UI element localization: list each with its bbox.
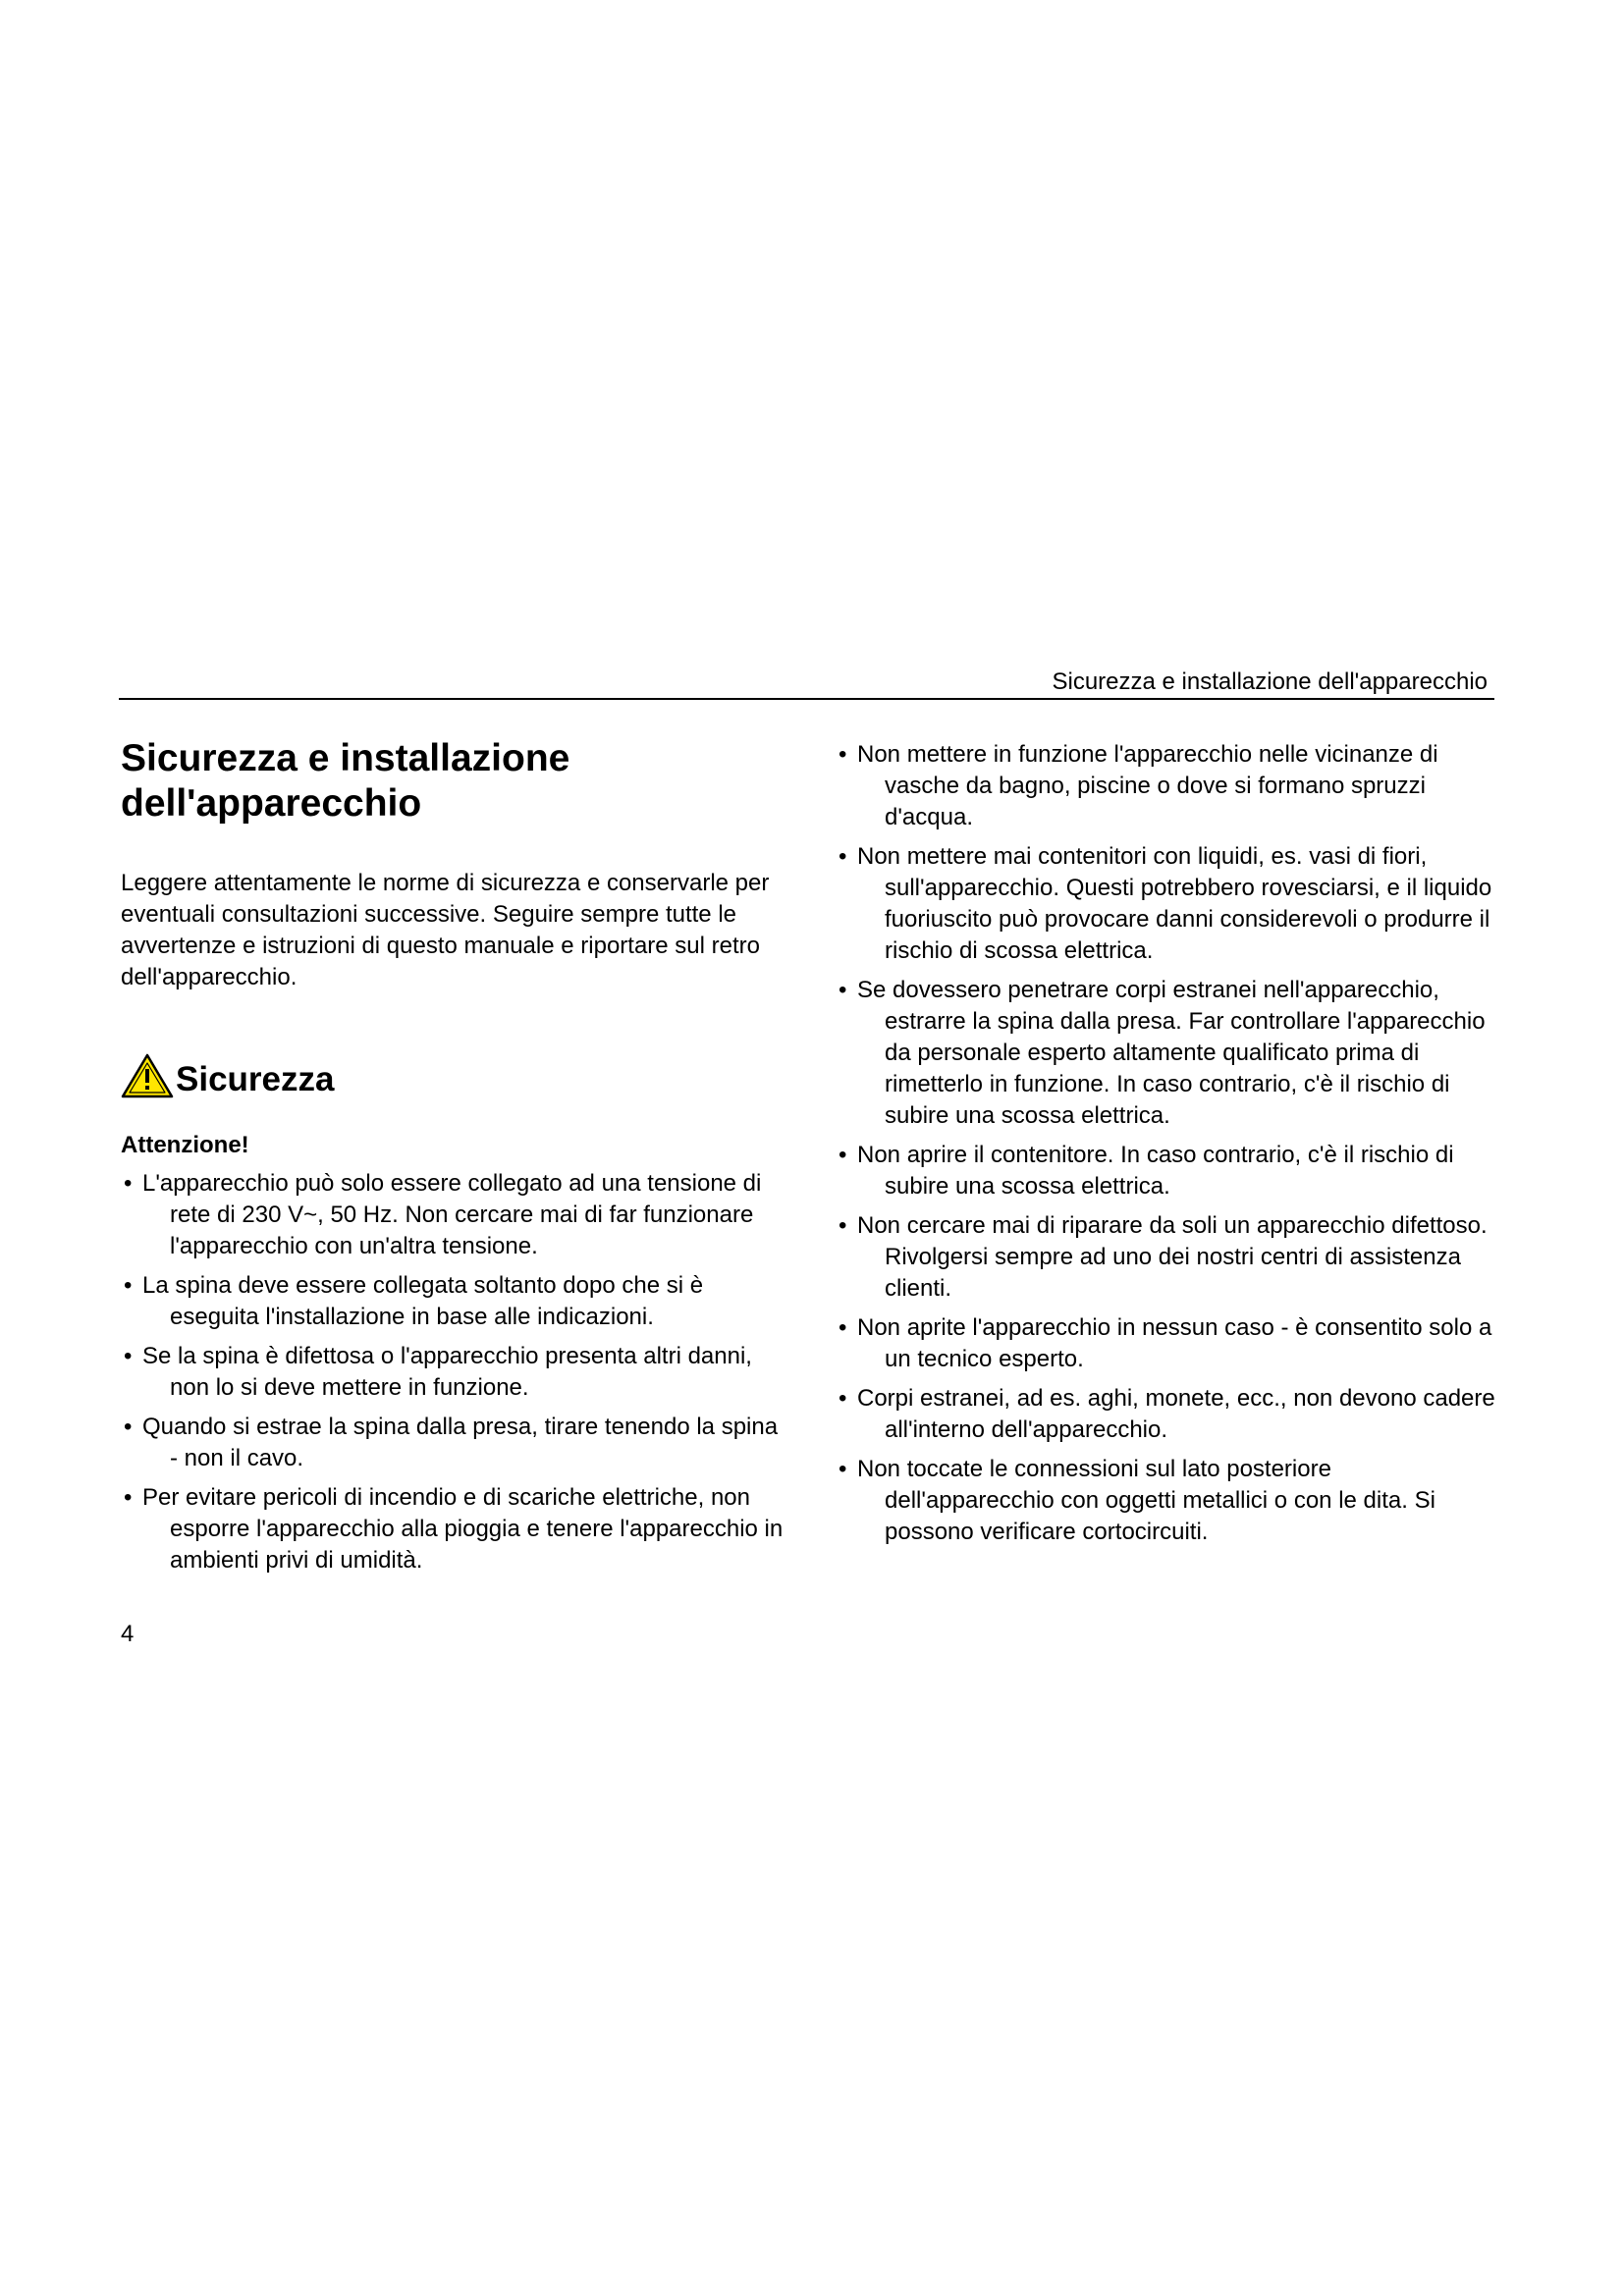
list-item-text: Per evitare pericoli di incendio e di scariche elettriche, non esporre l'apparecchio alla pioggia e tenere l'apparecchio in ambienti privi di umidità. <box>142 1484 784 1574</box>
bullet-icon: • <box>839 1314 847 1341</box>
bullet-icon: • <box>124 1484 133 1511</box>
list-item <box>836 1312 1503 1375</box>
list-item <box>121 1168 788 1262</box>
list-item-text: La spina deve essere collegata soltanto dopo che si è eseguita l'installazione in base alle indicazioni. <box>142 1272 704 1330</box>
list-item-text: Non cercare mai di riparare da soli un apparecchio difettoso. Rivolgersi sempre ad uno dei nostri centri di assistenza clienti. <box>857 1212 1488 1302</box>
list-item <box>836 841 1503 967</box>
bullet-icon: • <box>124 1272 133 1299</box>
intro-paragraph: Leggere attentamente le norme di sicurezza e conservarle per eventuali consultazioni successive. Seguire sempre tutte le avvertenze e istruzioni di questo manuale e riportare sul retro dell'apparecchio. <box>121 870 770 990</box>
list-item <box>836 1140 1503 1202</box>
list-item-text: Se dovessero penetrare corpi estranei nell'apparecchio, estrarre la spina dalla presa. Far controllare l'apparecchio da personale esperto altamente qualificato prima di rimetterlo in funzione. In caso contrario, c'è il rischio di subire una scossa elettrica. <box>857 977 1486 1129</box>
bullet-icon: • <box>124 1414 133 1440</box>
left-bullet-list <box>121 1168 788 1576</box>
page-number: 4 <box>121 1621 135 1647</box>
list-item <box>836 739 1503 833</box>
bullet-icon: • <box>839 1212 847 1239</box>
list-item <box>121 1412 788 1474</box>
list-item <box>121 1341 788 1404</box>
header-rule <box>119 698 1494 700</box>
list-item <box>121 1482 788 1576</box>
bullet-icon: • <box>839 741 847 768</box>
list-item-text: Non aprite l'apparecchio in nessun caso - è consentito solo a un tecnico esperto. <box>857 1314 1492 1372</box>
bullet-icon: • <box>839 1142 847 1168</box>
list-item <box>121 1270 788 1333</box>
bullet-icon: • <box>839 843 847 870</box>
list-item-text: Corpi estranei, ad es. aghi, monete, ecc., non devono cadere all'interno dell'apparecchio. <box>857 1385 1495 1443</box>
list-item <box>836 975 1503 1132</box>
bullet-icon: • <box>124 1343 133 1369</box>
list-item-text: Non toccate le connessioni sul lato posteriore dell'apparecchio con oggetti metallici o con le dita. Si possono verificare cortocircuiti. <box>857 1456 1435 1545</box>
right-bullet-list <box>836 739 1503 1548</box>
warning-label: Attenzione! <box>121 1132 249 1158</box>
bullet-icon: • <box>124 1170 133 1197</box>
list-item-text: Quando si estrae la spina dalla presa, tirare tenendo la spina - non il cavo. <box>142 1414 779 1471</box>
page-title: Sicurezza e installazione dell'apparecchio <box>121 737 570 825</box>
running-header: Sicurezza e installazione dell'apparecchio <box>1052 668 1488 695</box>
section-heading <box>121 1048 788 1099</box>
left-column <box>121 736 788 1584</box>
list-item-text: Se la spina è difettosa o l'apparecchio presenta altri danni, non lo si deve mettere in funzione. <box>142 1343 752 1401</box>
right-column <box>836 739 1503 1556</box>
bullet-icon: • <box>839 977 847 1003</box>
list-item-text: Non mettere mai contenitori con liquidi, es. vasi di fiori, sull'apparecchio. Questi potrebbero rovesciarsi, e il liquido fuoriuscito può provocare danni considerevoli o produrre il rischio di scossa elettrica. <box>857 843 1492 964</box>
warning-triangle-icon <box>121 1052 174 1099</box>
list-item <box>836 1383 1503 1446</box>
section-title: Sicurezza <box>176 1060 335 1098</box>
list-item <box>836 1210 1503 1305</box>
list-item-text: Non aprire il contenitore. In caso contrario, c'è il rischio di subire una scossa elettrica. <box>857 1142 1454 1200</box>
list-item-text: L'apparecchio può solo essere collegato ad una tensione di rete di 230 V~, 50 Hz. Non cercare mai di far funzionare l'apparecchio con un'altra tensione. <box>142 1170 762 1259</box>
bullet-icon: • <box>839 1385 847 1412</box>
list-item-text: Non mettere in funzione l'apparecchio nelle vicinanze di vasche da bagno, piscine o dove si formano spruzzi d'acqua. <box>857 741 1438 830</box>
list-item <box>836 1454 1503 1548</box>
bullet-icon: • <box>839 1456 847 1482</box>
